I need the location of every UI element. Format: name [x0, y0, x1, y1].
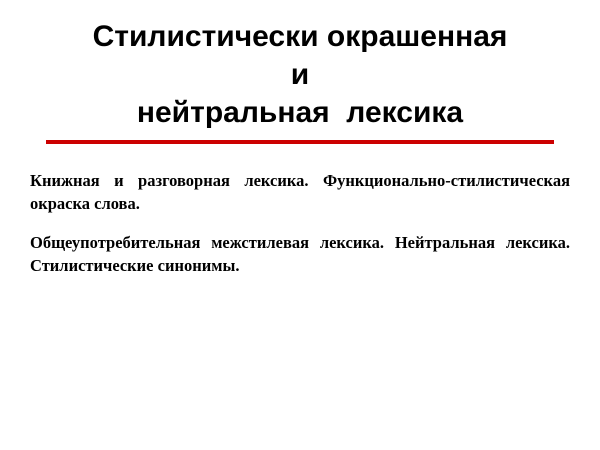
title-line-1: Стилистически окрашенная	[92, 20, 508, 53]
title-line-3: нейтральная лексика	[136, 95, 464, 129]
body-paragraph-1: Книжная и разговорная лексика. Функционально-стилистическая окраска слова.	[30, 171, 570, 214]
slide-title	[0, 0, 600, 131]
body-paragraph-2: Общеупотребительная межстилевая лексика. Нейтральная лексика. Стилистические синонимы.	[30, 232, 570, 275]
slide-body	[30, 170, 570, 277]
title-line-2: и	[290, 57, 310, 91]
title-underline-divider	[46, 140, 554, 144]
